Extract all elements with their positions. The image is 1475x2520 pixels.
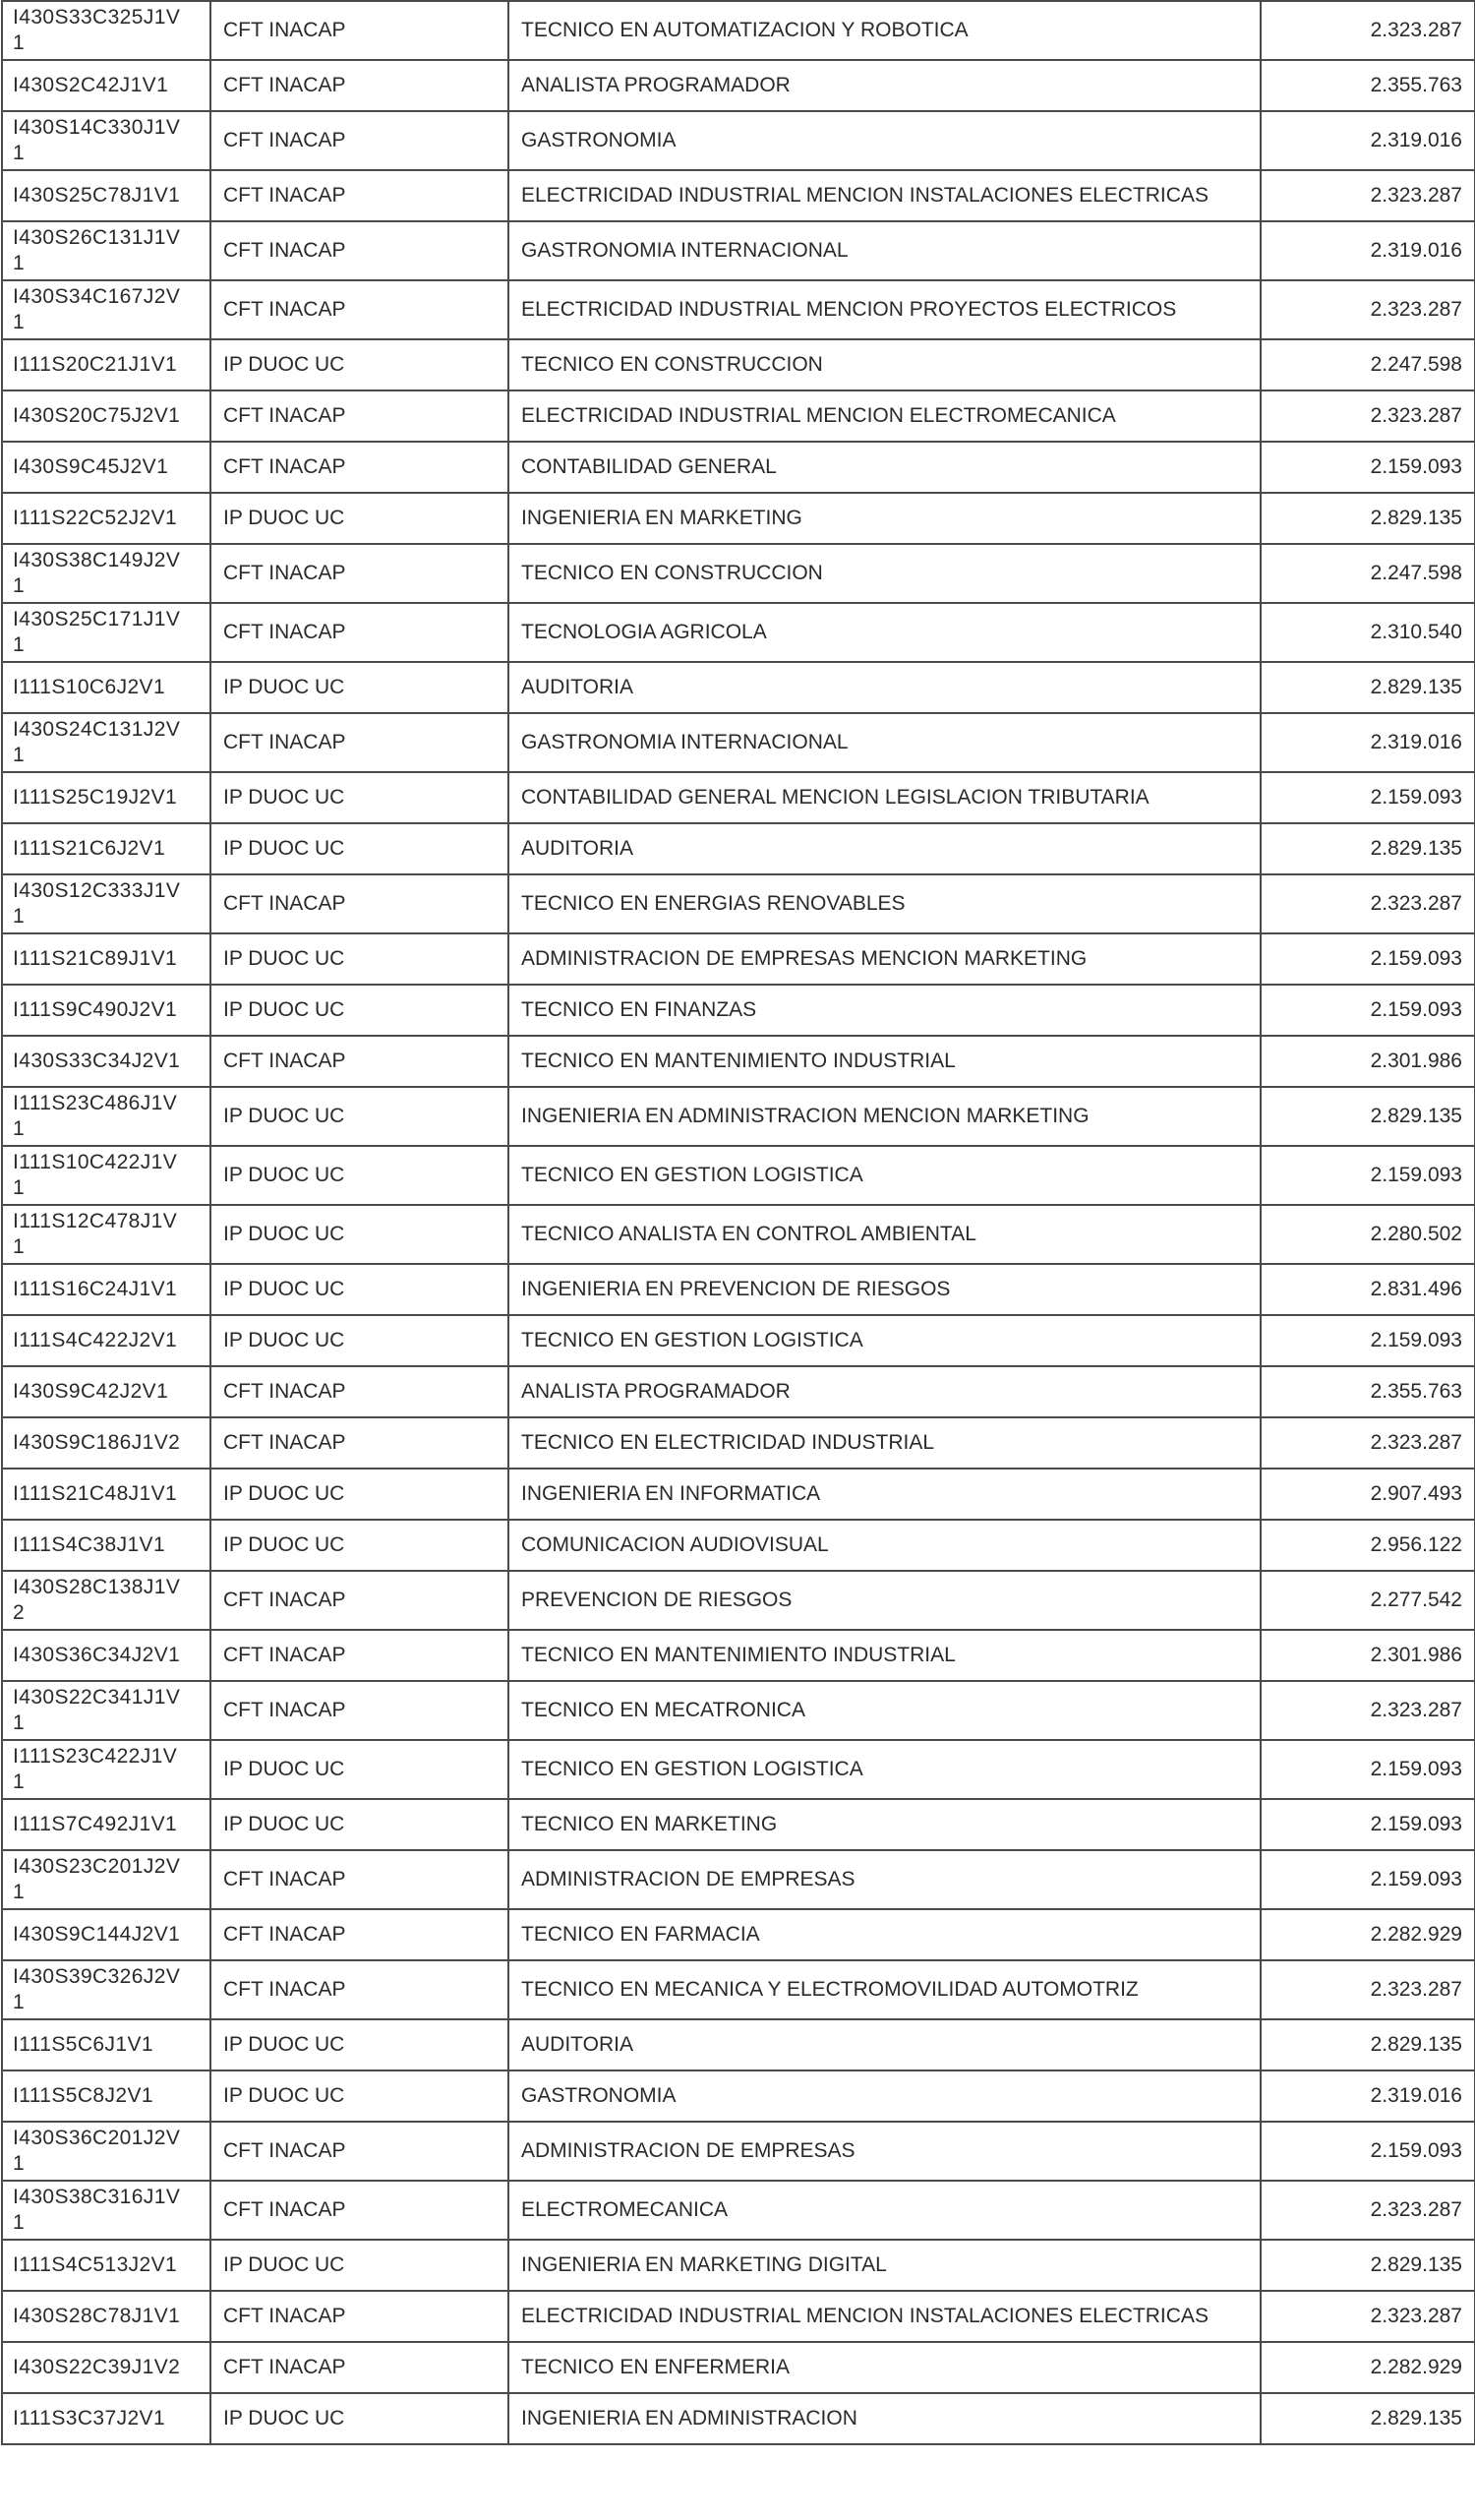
career-name-cell: CONTABILIDAD GENERAL MENCION LEGISLACION TRIBUTARIA bbox=[508, 772, 1261, 823]
table-row bbox=[2, 111, 1475, 170]
career-name-cell: ADMINISTRACION DE EMPRESAS bbox=[508, 1850, 1261, 1909]
institution-cell: CFT INACAP bbox=[210, 280, 508, 339]
table-row bbox=[2, 1520, 1475, 1571]
career-name-cell: GASTRONOMIA bbox=[508, 2070, 1261, 2122]
career-name-cell: ADMINISTRACION DE EMPRESAS MENCION MARKETING bbox=[508, 933, 1261, 985]
career-name-cell: ELECTRICIDAD INDUSTRIAL MENCION INSTALACIONES ELECTRICAS bbox=[508, 2291, 1261, 2342]
amount-cell: 2.159.093 bbox=[1261, 933, 1475, 985]
institution-cell: CFT INACAP bbox=[210, 1850, 508, 1909]
table-row bbox=[2, 1366, 1475, 1417]
career-name-cell: ANALISTA PROGRAMADOR bbox=[508, 1366, 1261, 1417]
amount-cell: 2.301.986 bbox=[1261, 1630, 1475, 1681]
career-code-cell: I430S9C45J2V1 bbox=[2, 442, 210, 493]
amount-cell: 2.323.287 bbox=[1261, 1681, 1475, 1740]
career-name-cell: TECNICO EN GESTION LOGISTICA bbox=[508, 1315, 1261, 1366]
institution-cell: IP DUOC UC bbox=[210, 662, 508, 713]
career-code-cell: I430S28C138J1V2 bbox=[2, 1571, 210, 1630]
amount-cell: 2.323.287 bbox=[1261, 280, 1475, 339]
institution-cell: CFT INACAP bbox=[210, 1909, 508, 1960]
institution-cell: IP DUOC UC bbox=[210, 1740, 508, 1799]
table-row bbox=[2, 2070, 1475, 2122]
career-code-cell: I430S22C39J1V2 bbox=[2, 2342, 210, 2393]
career-name-cell: TECNICO EN ELECTRICIDAD INDUSTRIAL bbox=[508, 1417, 1261, 1469]
table-row bbox=[2, 1469, 1475, 1520]
amount-cell: 2.829.135 bbox=[1261, 1087, 1475, 1146]
career-name-cell: TECNOLOGIA AGRICOLA bbox=[508, 603, 1261, 662]
table-row bbox=[2, 493, 1475, 544]
amount-cell: 2.159.093 bbox=[1261, 772, 1475, 823]
institution-cell: CFT INACAP bbox=[210, 603, 508, 662]
career-code-cell: I111S5C8J2V1 bbox=[2, 2070, 210, 2122]
career-name-cell: TECNICO EN FARMACIA bbox=[508, 1909, 1261, 1960]
table-row bbox=[2, 933, 1475, 985]
amount-cell: 2.319.016 bbox=[1261, 221, 1475, 280]
career-name-cell: INGENIERIA EN ADMINISTRACION MENCION MARKETING bbox=[508, 1087, 1261, 1146]
career-name-cell: TECNICO EN MANTENIMIENTO INDUSTRIAL bbox=[508, 1630, 1261, 1681]
career-code-cell: I430S9C42J2V1 bbox=[2, 1366, 210, 1417]
institution-cell: IP DUOC UC bbox=[210, 1087, 508, 1146]
institution-cell: IP DUOC UC bbox=[210, 339, 508, 390]
table-row bbox=[2, 221, 1475, 280]
career-name-cell: PREVENCION DE RIESGOS bbox=[508, 1571, 1261, 1630]
table-row bbox=[2, 662, 1475, 713]
amount-cell: 2.323.287 bbox=[1261, 1417, 1475, 1469]
institution-cell: CFT INACAP bbox=[210, 2342, 508, 2393]
institution-cell: IP DUOC UC bbox=[210, 1205, 508, 1264]
table-row bbox=[2, 1571, 1475, 1630]
career-code-cell: I430S2C42J1V1 bbox=[2, 60, 210, 111]
institution-cell: CFT INACAP bbox=[210, 874, 508, 933]
career-code-cell: I111S21C89J1V1 bbox=[2, 933, 210, 985]
amount-cell: 2.247.598 bbox=[1261, 339, 1475, 390]
amount-cell: 2.323.287 bbox=[1261, 1, 1475, 60]
table-row bbox=[2, 1315, 1475, 1366]
career-code-cell: I111S20C21J1V1 bbox=[2, 339, 210, 390]
table-row bbox=[2, 280, 1475, 339]
career-name-cell: CONTABILIDAD GENERAL bbox=[508, 442, 1261, 493]
table-row bbox=[2, 1909, 1475, 1960]
amount-cell: 2.319.016 bbox=[1261, 713, 1475, 772]
career-name-cell: GASTRONOMIA INTERNACIONAL bbox=[508, 713, 1261, 772]
career-name-cell: TECNICO EN ENFERMERIA bbox=[508, 2342, 1261, 2393]
career-code-cell: I430S38C316J1V1 bbox=[2, 2181, 210, 2240]
amount-cell: 2.355.763 bbox=[1261, 60, 1475, 111]
career-name-cell: ELECTROMECANICA bbox=[508, 2181, 1261, 2240]
table-row bbox=[2, 2393, 1475, 2444]
career-code-cell: I430S26C131J1V1 bbox=[2, 221, 210, 280]
career-code-cell: I111S23C422J1V1 bbox=[2, 1740, 210, 1799]
amount-cell: 2.159.093 bbox=[1261, 1850, 1475, 1909]
institution-cell: CFT INACAP bbox=[210, 60, 508, 111]
career-name-cell: TECNICO EN GESTION LOGISTICA bbox=[508, 1740, 1261, 1799]
career-code-cell: I111S22C52J2V1 bbox=[2, 493, 210, 544]
career-code-cell: I430S33C34J2V1 bbox=[2, 1036, 210, 1087]
career-code-cell: I430S23C201J2V1 bbox=[2, 1850, 210, 1909]
career-code-cell: I111S10C422J1V1 bbox=[2, 1146, 210, 1205]
institution-cell: CFT INACAP bbox=[210, 2291, 508, 2342]
career-code-cell: I430S24C131J2V1 bbox=[2, 713, 210, 772]
career-name-cell: ELECTRICIDAD INDUSTRIAL MENCION INSTALACIONES ELECTRICAS bbox=[508, 170, 1261, 221]
career-name-cell: ELECTRICIDAD INDUSTRIAL MENCION ELECTROMECANICA bbox=[508, 390, 1261, 442]
career-name-cell: AUDITORIA bbox=[508, 823, 1261, 874]
amount-cell: 2.829.135 bbox=[1261, 2019, 1475, 2070]
institution-cell: IP DUOC UC bbox=[210, 1799, 508, 1850]
institution-cell: IP DUOC UC bbox=[210, 823, 508, 874]
career-name-cell: ADMINISTRACION DE EMPRESAS bbox=[508, 2122, 1261, 2181]
amount-cell: 2.301.986 bbox=[1261, 1036, 1475, 1087]
table-row bbox=[2, 390, 1475, 442]
table-row bbox=[2, 772, 1475, 823]
institution-cell: IP DUOC UC bbox=[210, 2240, 508, 2291]
amount-cell: 2.829.135 bbox=[1261, 823, 1475, 874]
institution-cell: CFT INACAP bbox=[210, 2122, 508, 2181]
career-name-cell: GASTRONOMIA INTERNACIONAL bbox=[508, 221, 1261, 280]
institution-cell: CFT INACAP bbox=[210, 1960, 508, 2019]
career-code-cell: I430S9C144J2V1 bbox=[2, 1909, 210, 1960]
amount-cell: 2.319.016 bbox=[1261, 2070, 1475, 2122]
institution-cell: IP DUOC UC bbox=[210, 2393, 508, 2444]
career-code-cell: I430S36C201J2V1 bbox=[2, 2122, 210, 2181]
career-name-cell: TECNICO EN MECANICA Y ELECTROMOVILIDAD AUTOMOTRIZ bbox=[508, 1960, 1261, 2019]
career-name-cell: INGENIERIA EN MARKETING bbox=[508, 493, 1261, 544]
table-row bbox=[2, 1630, 1475, 1681]
institution-cell: CFT INACAP bbox=[210, 1417, 508, 1469]
institution-cell: CFT INACAP bbox=[210, 221, 508, 280]
career-name-cell: TECNICO ANALISTA EN CONTROL AMBIENTAL bbox=[508, 1205, 1261, 1264]
amount-cell: 2.282.929 bbox=[1261, 1909, 1475, 1960]
career-code-cell: I430S39C326J2V1 bbox=[2, 1960, 210, 2019]
career-code-cell: I430S33C325J1V1 bbox=[2, 1, 210, 60]
career-code-cell: I111S16C24J1V1 bbox=[2, 1264, 210, 1315]
amount-cell: 2.159.093 bbox=[1261, 442, 1475, 493]
institution-cell: IP DUOC UC bbox=[210, 493, 508, 544]
career-code-cell: I430S14C330J1V1 bbox=[2, 111, 210, 170]
careers-table bbox=[1, 0, 1475, 2445]
amount-cell: 2.355.763 bbox=[1261, 1366, 1475, 1417]
table-row bbox=[2, 1264, 1475, 1315]
amount-cell: 2.323.287 bbox=[1261, 874, 1475, 933]
amount-cell: 2.277.542 bbox=[1261, 1571, 1475, 1630]
institution-cell: IP DUOC UC bbox=[210, 1315, 508, 1366]
career-name-cell: TECNICO EN MANTENIMIENTO INDUSTRIAL bbox=[508, 1036, 1261, 1087]
amount-cell: 2.159.093 bbox=[1261, 1146, 1475, 1205]
career-name-cell: ANALISTA PROGRAMADOR bbox=[508, 60, 1261, 111]
career-code-cell: I430S28C78J1V1 bbox=[2, 2291, 210, 2342]
career-name-cell: TECNICO EN MECATRONICA bbox=[508, 1681, 1261, 1740]
table-row bbox=[2, 1087, 1475, 1146]
table-row bbox=[2, 603, 1475, 662]
table-body bbox=[2, 1, 1475, 2444]
career-code-cell: I111S4C38J1V1 bbox=[2, 1520, 210, 1571]
table-row bbox=[2, 713, 1475, 772]
institution-cell: IP DUOC UC bbox=[210, 933, 508, 985]
table-row bbox=[2, 1960, 1475, 2019]
table-row bbox=[2, 823, 1475, 874]
institution-cell: CFT INACAP bbox=[210, 1366, 508, 1417]
career-code-cell: I430S9C186J1V2 bbox=[2, 1417, 210, 1469]
career-code-cell: I430S36C34J2V1 bbox=[2, 1630, 210, 1681]
career-name-cell: TECNICO EN CONSTRUCCION bbox=[508, 544, 1261, 603]
amount-cell: 2.159.093 bbox=[1261, 1799, 1475, 1850]
amount-cell: 2.159.093 bbox=[1261, 1315, 1475, 1366]
amount-cell: 2.159.093 bbox=[1261, 2122, 1475, 2181]
table-row bbox=[2, 544, 1475, 603]
career-code-cell: I111S23C486J1V1 bbox=[2, 1087, 210, 1146]
institution-cell: CFT INACAP bbox=[210, 2181, 508, 2240]
career-name-cell: TECNICO EN ENERGIAS RENOVABLES bbox=[508, 874, 1261, 933]
amount-cell: 2.323.287 bbox=[1261, 2181, 1475, 2240]
table-row bbox=[2, 1850, 1475, 1909]
table-row bbox=[2, 2240, 1475, 2291]
table-row bbox=[2, 170, 1475, 221]
amount-cell: 2.829.135 bbox=[1261, 493, 1475, 544]
career-name-cell: INGENIERIA EN ADMINISTRACION bbox=[508, 2393, 1261, 2444]
career-name-cell: INGENIERIA EN PREVENCION DE RIESGOS bbox=[508, 1264, 1261, 1315]
institution-cell: IP DUOC UC bbox=[210, 1520, 508, 1571]
career-name-cell: TECNICO EN FINANZAS bbox=[508, 985, 1261, 1036]
table-row bbox=[2, 1417, 1475, 1469]
amount-cell: 2.829.135 bbox=[1261, 2393, 1475, 2444]
career-name-cell: AUDITORIA bbox=[508, 662, 1261, 713]
career-code-cell: I111S4C513J2V1 bbox=[2, 2240, 210, 2291]
table-row bbox=[2, 1681, 1475, 1740]
amount-cell: 2.159.093 bbox=[1261, 985, 1475, 1036]
table-row bbox=[2, 874, 1475, 933]
institution-cell: CFT INACAP bbox=[210, 1571, 508, 1630]
career-name-cell: AUDITORIA bbox=[508, 2019, 1261, 2070]
amount-cell: 2.247.598 bbox=[1261, 544, 1475, 603]
amount-cell: 2.323.287 bbox=[1261, 1960, 1475, 2019]
table-row bbox=[2, 2019, 1475, 2070]
career-code-cell: I430S34C167J2V1 bbox=[2, 280, 210, 339]
institution-cell: IP DUOC UC bbox=[210, 1264, 508, 1315]
amount-cell: 2.323.287 bbox=[1261, 2291, 1475, 2342]
career-code-cell: I111S7C492J1V1 bbox=[2, 1799, 210, 1850]
amount-cell: 2.159.093 bbox=[1261, 1740, 1475, 1799]
institution-cell: IP DUOC UC bbox=[210, 1469, 508, 1520]
institution-cell: CFT INACAP bbox=[210, 111, 508, 170]
table-row bbox=[2, 60, 1475, 111]
career-code-cell: I111S25C19J2V1 bbox=[2, 772, 210, 823]
table-row bbox=[2, 1036, 1475, 1087]
table-row bbox=[2, 985, 1475, 1036]
career-code-cell: I111S21C6J2V1 bbox=[2, 823, 210, 874]
table-row bbox=[2, 1205, 1475, 1264]
institution-cell: IP DUOC UC bbox=[210, 2019, 508, 2070]
table-row bbox=[2, 339, 1475, 390]
career-code-cell: I430S38C149J2V1 bbox=[2, 544, 210, 603]
career-name-cell: COMUNICACION AUDIOVISUAL bbox=[508, 1520, 1261, 1571]
table-row bbox=[2, 2122, 1475, 2181]
institution-cell: IP DUOC UC bbox=[210, 772, 508, 823]
career-name-cell: GASTRONOMIA bbox=[508, 111, 1261, 170]
amount-cell: 2.280.502 bbox=[1261, 1205, 1475, 1264]
institution-cell: CFT INACAP bbox=[210, 1, 508, 60]
career-code-cell: I430S20C75J2V1 bbox=[2, 390, 210, 442]
career-code-cell: I430S12C333J1V1 bbox=[2, 874, 210, 933]
institution-cell: CFT INACAP bbox=[210, 1036, 508, 1087]
career-name-cell: INGENIERIA EN INFORMATICA bbox=[508, 1469, 1261, 1520]
career-code-cell: I430S22C341J1V1 bbox=[2, 1681, 210, 1740]
amount-cell: 2.310.540 bbox=[1261, 603, 1475, 662]
amount-cell: 2.323.287 bbox=[1261, 390, 1475, 442]
career-code-cell: I111S12C478J1V1 bbox=[2, 1205, 210, 1264]
amount-cell: 2.831.496 bbox=[1261, 1264, 1475, 1315]
amount-cell: 2.323.287 bbox=[1261, 170, 1475, 221]
institution-cell: IP DUOC UC bbox=[210, 1146, 508, 1205]
amount-cell: 2.319.016 bbox=[1261, 111, 1475, 170]
table-row bbox=[2, 2342, 1475, 2393]
table-row bbox=[2, 2291, 1475, 2342]
career-code-cell: I111S4C422J2V1 bbox=[2, 1315, 210, 1366]
career-name-cell: INGENIERIA EN MARKETING DIGITAL bbox=[508, 2240, 1261, 2291]
institution-cell: CFT INACAP bbox=[210, 1681, 508, 1740]
table-row bbox=[2, 2181, 1475, 2240]
career-code-cell: I111S10C6J2V1 bbox=[2, 662, 210, 713]
career-code-cell: I111S9C490J2V1 bbox=[2, 985, 210, 1036]
career-code-cell: I111S21C48J1V1 bbox=[2, 1469, 210, 1520]
institution-cell: CFT INACAP bbox=[210, 442, 508, 493]
institution-cell: IP DUOC UC bbox=[210, 985, 508, 1036]
career-code-cell: I111S3C37J2V1 bbox=[2, 2393, 210, 2444]
career-name-cell: ELECTRICIDAD INDUSTRIAL MENCION PROYECTOS ELECTRICOS bbox=[508, 280, 1261, 339]
career-name-cell: TECNICO EN CONSTRUCCION bbox=[508, 339, 1261, 390]
table-row bbox=[2, 1799, 1475, 1850]
table-row bbox=[2, 442, 1475, 493]
institution-cell: CFT INACAP bbox=[210, 1630, 508, 1681]
career-name-cell: TECNICO EN AUTOMATIZACION Y ROBOTICA bbox=[508, 1, 1261, 60]
institution-cell: CFT INACAP bbox=[210, 170, 508, 221]
institution-cell: IP DUOC UC bbox=[210, 2070, 508, 2122]
amount-cell: 2.829.135 bbox=[1261, 662, 1475, 713]
table-row bbox=[2, 1146, 1475, 1205]
career-name-cell: TECNICO EN GESTION LOGISTICA bbox=[508, 1146, 1261, 1205]
institution-cell: CFT INACAP bbox=[210, 544, 508, 603]
career-name-cell: TECNICO EN MARKETING bbox=[508, 1799, 1261, 1850]
table-row bbox=[2, 1740, 1475, 1799]
institution-cell: CFT INACAP bbox=[210, 390, 508, 442]
amount-cell: 2.907.493 bbox=[1261, 1469, 1475, 1520]
career-code-cell: I430S25C78J1V1 bbox=[2, 170, 210, 221]
table-row bbox=[2, 1, 1475, 60]
career-code-cell: I111S5C6J1V1 bbox=[2, 2019, 210, 2070]
amount-cell: 2.282.929 bbox=[1261, 2342, 1475, 2393]
amount-cell: 2.829.135 bbox=[1261, 2240, 1475, 2291]
career-code-cell: I430S25C171J1V1 bbox=[2, 603, 210, 662]
institution-cell: CFT INACAP bbox=[210, 713, 508, 772]
amount-cell: 2.956.122 bbox=[1261, 1520, 1475, 1571]
